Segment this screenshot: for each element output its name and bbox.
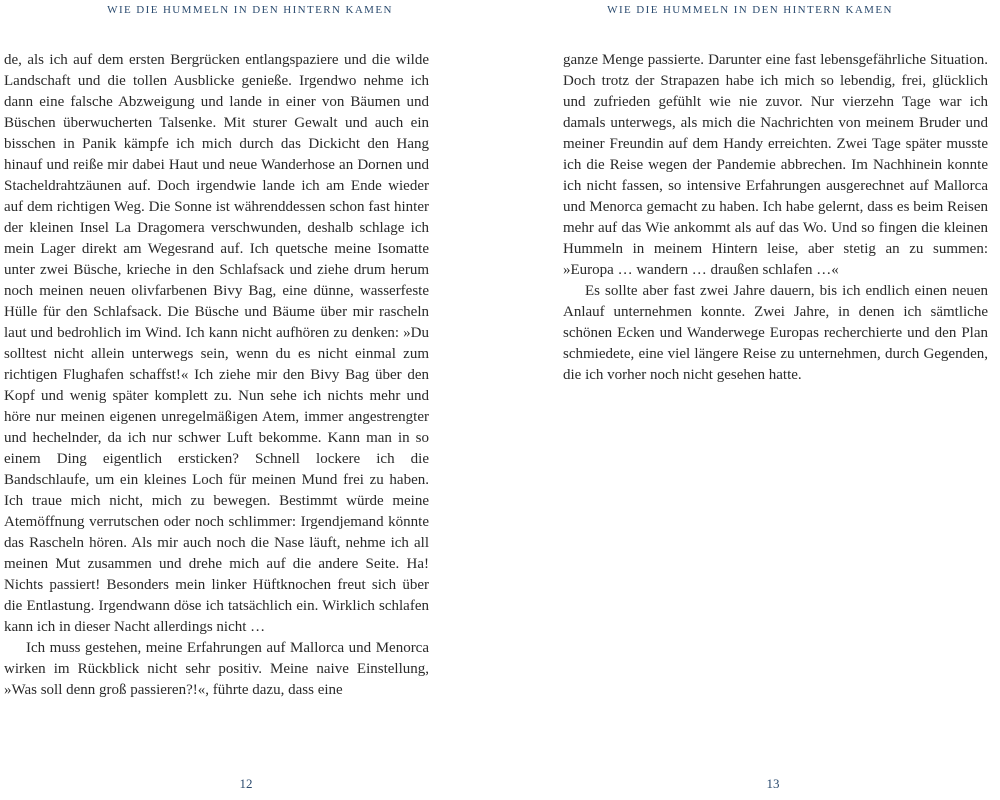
running-head-left: WIE DIE HUMMELN IN DEN HINTERN KAMEN — [107, 4, 393, 16]
paragraph: Es sollte aber fast zwei Jahre dauern, bis ich endlich einen neuen Anlauf unternehmen konnte. Zwei Jahre, in denen ich sämtliche schönen Ecken und Wanderwege Europas recherchierte und den Plan schmiedete, eine viel längere Reise zu unternehmen, durch Gegenden, die ich vorher noch nicht gesehen hatte. — [563, 283, 988, 383]
paragraph: de, als ich auf dem ersten Bergrücken entlangspaziere und die wilde Landschaft und die tollen Ausblicke genieße. Irgendwo nehme ich dann eine falsche Abzweigung und lande in einer von Bäumen und Büschen überwucherten Talsenke. Mit sturer Gewalt und auch ein bisschen in Panik kämpfe ich mich durch das Dickicht den Hang hinauf und reiße mir dabei Haut und neue Wanderhose an Dornen und Stacheldrahtzäunen auf. Doch irgendwie lande ich am Ende wieder auf dem richtigen Weg. Die Sonne ist währenddessen schon fast hinter der kleinen Insel La Dragomera verschwunden, deshalb schlage ich mein Lager direkt am Wegesrand auf. Ich quetsche meine Isomatte unter zwei Büsche, krieche in den Schlafsack und ziehe drum herum noch meinen neuen olivfarbenen Bivy Bag, eine dünne, wasserfeste Hülle für den Schlafsack. Die Büsche und Bäume über mir rascheln laut und bedrohlich im Wind. Ich kann nicht aufhören zu denken: »Du solltest nicht allein unterwegs sein, wenn du es nicht einmal zum richtigen Flughafen schaffst!« Ich ziehe mir den Bivy Bag über den Kopf und wenig später komplett zu. Nun sehe ich nichts mehr und höre nur meinen eigenen unregelmäßigen Atem, immer angestrengter und hechelnder, da ich nur schwer Luft bekomme. Kann man in so einem Ding eigentlich ersticken? Schnell lockere ich die Bandschlaufe, um ein kleines Loch für meinen Mund frei zu haben. Ich traue mich nicht, mich zu bewegen. Bestimmt würde meine Atemöffnung verrutschen oder noch schlimmer: Irgendjemand könnte das Rascheln hören. Als mir auch noch die Nase läuft, nehme ich all meinen Mut zusammen und drehe mich auf die andere Seite. Ha! Nichts passiert! Besonders mein linker Hüftknochen freut sich über die Entlastung. Irgendwann döse ich tatsächlich ein. Wirklich schlafen kann ich in dieser Nacht allerdings nicht … — [4, 52, 429, 635]
paragraph: Ich muss gestehen, meine Erfahrungen auf Mallorca und Menorca wirken im Rückblick nicht sehr positiv. Meine naive Einstellung, »Was soll denn groß passieren?!«, führte dazu, dass eine — [4, 640, 429, 698]
paragraph: ganze Menge passierte. Darunter eine fast lebensgefährliche Situation. Doch trotz der Strapazen habe ich mich so lebendig, frei, glücklich und zufrieden gefühlt wie nie zuvor. Nur vierzehn Tage war ich damals unterwegs, als mich die Nachrichten von meinem Bruder und meiner Freundin auf dem Handy erreichten. Zwei Tage später musste ich die Reise wegen der Pandemie abbrechen. Im Nachhinein konnte ich nicht fassen, so intensive Erfahrungen ausgerechnet auf Mallorca und Menorca gemacht zu haben. Ich habe gelernt, dass es beim Reisen mehr auf das Wie ankommt als auf das Wo. Und so fingen die kleinen Hummeln in meinem Hintern leise, aber stetig an zu summen: »Europa … wandern … draußen schlafen …« — [563, 52, 988, 278]
page-number-right: 13 — [766, 776, 780, 791]
running-head-right: WIE DIE HUMMELN IN DEN HINTERN KAMEN — [607, 4, 893, 16]
page-number-left: 12 — [239, 776, 253, 791]
right-page — [500, 0, 1000, 800]
left-page-body — [4, 50, 429, 701]
right-page-body — [563, 50, 988, 386]
